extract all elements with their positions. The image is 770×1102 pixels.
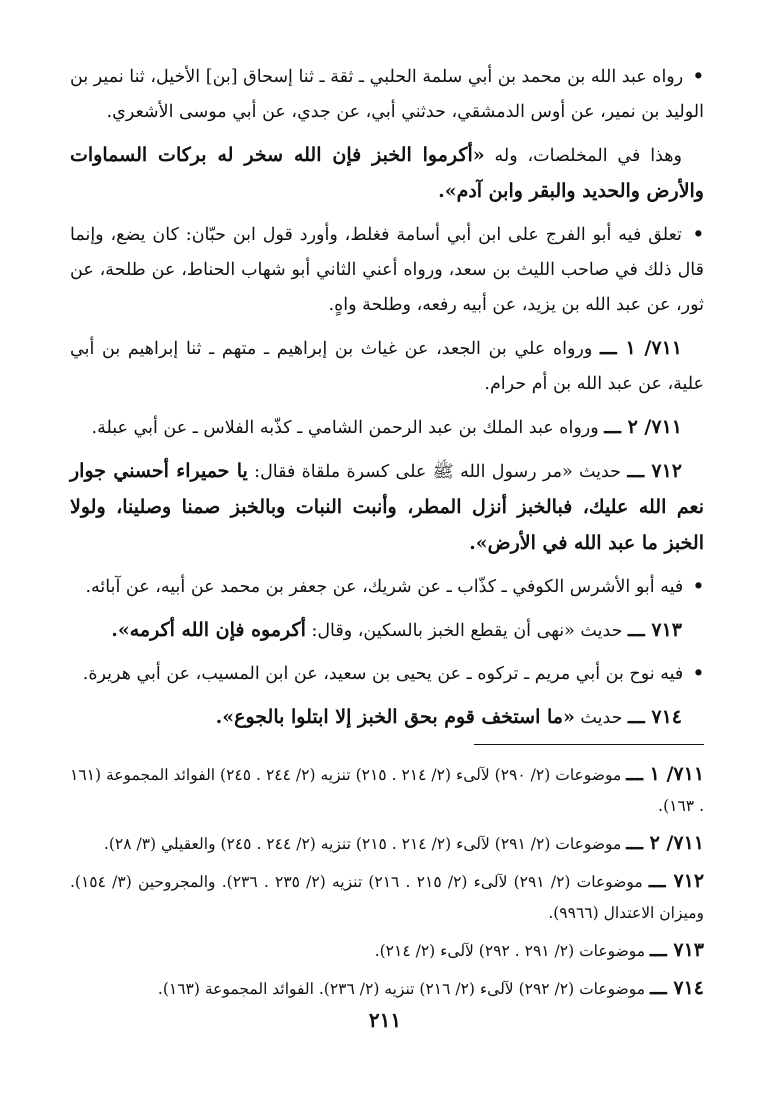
footnote-number: ٧١١/ ٢ ـــ [626,832,704,854]
entry-713 [70,613,704,649]
bullet-marker: • [692,577,704,597]
bullet-marker: • [692,67,704,87]
entry-number: ٧١٣ ـــ [628,619,682,641]
hadith-text: يا حميراء أحسني جوار نعم الله عليك، فبالخبز أنزل المطر، وأنبت النبات وبالخبز صمنا وصلينا، ولولا الخبز ما عبد الله في الأرض». [70,460,704,554]
paragraph-text: تعلق فيه أبو الفرج على ابن أبي أسامة فغلط، وأورد قول ابن حبّان: كان يضع، وإنما قال ذلك في صاحب الليث بن سعد، ورواه أعني الثاني أبو شهاب الحناط، عن طلحة، عن ثور، عن عبد الله بن يزيد، عن أبيه رفعه، وطلحة واهٍ. [70,225,704,315]
entry-714 [70,700,704,736]
footnote-text: موضوعات (٢/ ٢٩٠) لآلىء (٢/ ٢١٤ . ٢١٥) تنزيه (٢/ ٢٤٤ . ٢٤٥) الفوائد المجموعة (١٦١ . ١٦٣). [70,766,704,815]
entry-number: ٧١١/ ١ ـــ [600,337,682,359]
footnote-text: موضوعات (٢/ ٢٩١) لآلىء (٢/ ٢١٥ . ٢١٦) تنزيه (٢/ ٢٣٥ . ٢٣٦). والمجروحين (٣/ ١٥٤). وميزان الاعتدال (٩٩٦٦). [70,873,704,922]
footnote-713 [70,935,704,967]
paragraph-text: فيه أبو الأشرس الكوفي ـ كذّاب ـ عن شريك، عن جعفر بن محمد عن أبيه، عن آبائه. [85,577,684,597]
hadith-text: «أكرموا الخبز فإن الله سخر له بركات السماوات والأرض والحديد والبقر وابن آدم». [70,144,704,202]
footnote-text: موضوعات (٢/ ٢٩٢) لآلىء (٢/ ٢١٦) تنزيه (٢/ ٢٣٦). الفوائد المجموعة (١٦٣). [157,980,646,998]
footnote-712 [70,866,704,929]
entry-712 [70,454,704,562]
paragraph-text: ورواه علي بن الجعد، عن غياث بن إبراهيم ـ متهم ـ ثنا إبراهيم بن أبي علية، عن عبد الله بن أم حرام. [70,339,704,394]
paragraph-commentary-713 [70,657,704,692]
paragraph-lead: حديث «نهى أن يقطع الخبز بالسكين، وقال: [311,621,623,641]
footnote-text: موضوعات (٢/ ٢٩١ . ٢٩٢) لآلىء (٢/ ٢١٤). [374,942,646,960]
entry-711-1 [70,331,704,402]
footnote-number: ٧١٢ ـــ [648,870,705,892]
footnote-714 [70,973,704,1005]
bullet-marker: • [692,225,704,245]
paragraph-commentary [70,218,704,323]
footnote-number: ٧١١/ ١ ـــ [626,763,705,785]
footnote-separator [474,744,704,745]
entry-number: ٧١١/ ٢ ـــ [604,416,682,438]
footnote-711-2 [70,828,704,860]
footnote-text: موضوعات (٢/ ٢٩١) لآلىء (٢/ ٢١٤ . ٢١٥) تنزيه (٢/ ٢٤٤ . ٢٤٥) والعقيلي (٣/ ٢٨). [103,835,622,853]
paragraph-text: فيه نوح بن أبي مريم ـ تركوه ـ عن يحيى بن سعيد، عن ابن المسيب، عن أبي هريرة. [82,664,684,684]
bullet-marker: • [692,664,704,684]
paragraph-text: رواه عبد الله بن محمد بن أبي سلمة الحلبي ـ ثقة ـ ثنا إسحاق [بن] الأخيل، ثنا نمير بن الوليد بن نمير، عن أوس الدمشقي، حدثني أبي، عن جدي، عن أبي موسى الأشعري. [70,67,704,122]
footnote-number: ٧١٤ ـــ [650,977,704,999]
paragraph-lead: حديث «مر رسول الله ﷺ على كسرة ملقاة فقال: [254,462,622,482]
paragraph-lead: وهذا في المخلصات، وله [494,146,682,166]
paragraph-commentary-712 [70,570,704,605]
footnote-711-1 [70,759,704,822]
footnote-number: ٧١٣ ـــ [650,939,704,961]
hadith-text: أكرموه فإن الله أكرمه». [111,619,306,641]
entry-711-2 [70,410,704,446]
paragraph-text: ورواه عبد الملك بن عبد الرحمن الشامي ـ كذّبه الفلاس ـ عن أبي عبلة. [91,418,599,438]
hadith-text: «ما استخف قوم بحق الخبز إلا ابتلوا بالجوع». [215,706,575,728]
paragraph-narration-1 [70,60,704,130]
page-number: ٢١١ [368,1008,402,1032]
entry-number: ٧١٤ ـــ [628,706,682,728]
paragraph-lead: حديث [580,708,623,728]
entry-number: ٧١٢ ـــ [627,460,683,482]
paragraph-mukhalisat [70,138,704,210]
